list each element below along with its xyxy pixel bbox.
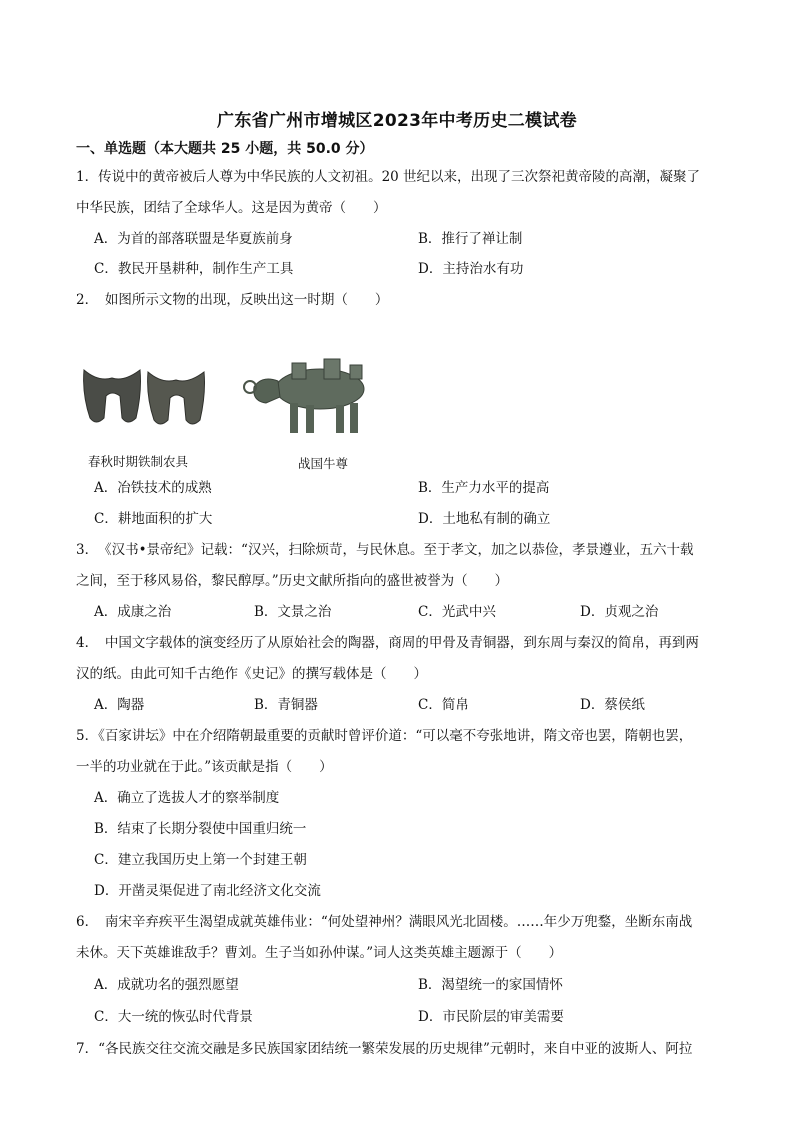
exam-title: 广东省广州市增城区2023年中考历史二模试卷	[217, 111, 577, 131]
section-heading: 一、单选题（本大题共 25 小题，共 50.0 分）	[76, 141, 374, 157]
question-4-stem-line-2: 汉的纸。由此可知千古绝作《史记》的撰写载体是（ ）	[76, 666, 427, 682]
image-caption-ox-zun: 战国牛尊	[298, 456, 349, 471]
question-1-option-c[interactable]: C．教民开垦耕种，制作生产工具	[94, 261, 294, 277]
question-5-stem-line-2: 一半的功业就在于此。”该贡献是指（ ）	[76, 759, 333, 775]
iron-farm-tools-image	[78, 360, 208, 432]
question-6-option-d[interactable]: D．市民阶层的审美需要	[418, 1009, 564, 1025]
question-4-stem-line-1: 4． 中国文字载体的演变经历了从原始社会的陶器，商周的甲骨及青铜器，到东周与秦汉的简帛，再到两	[76, 635, 699, 651]
question-2-option-b[interactable]: B．生产力水平的提高	[418, 480, 550, 496]
question-7-stem-line-1: 7．“各民族交往交流交融是多民族国家团结统一繁荣发展的历史规律”元朝时，来自中亚的波斯人、阿拉	[76, 1041, 693, 1057]
image-caption-iron-tools: 春秋时期铁制农具	[88, 454, 189, 469]
question-3-option-a[interactable]: A．成康之治	[94, 604, 172, 620]
question-3-stem-line-2: 之间，至于移风易俗，黎民醇厚。”历史文献所指向的盛世被誉为（ ）	[76, 573, 509, 589]
question-4-option-a[interactable]: A．陶器	[94, 697, 145, 713]
question-1-stem-line-1: 1．传说中的黄帝被后人尊为中华民族的人文初祖。20 世纪以来，出现了三次祭祀黄帝陵的高潮，凝聚了	[76, 169, 701, 185]
question-6-option-c[interactable]: C．大一统的恢弘时代背景	[94, 1009, 253, 1025]
warring-states-ox-zun-image	[240, 345, 380, 445]
question-4-option-b[interactable]: B．青铜器	[254, 697, 318, 713]
question-6-stem-line-1: 6． 南宋辛弃疾平生渴望成就英雄伟业：“何处望神州？满眼风光北固楼。……年少万兜鍪，坐断东南战	[76, 914, 693, 930]
question-5-option-a[interactable]: A．确立了选拔人才的察举制度	[94, 790, 280, 806]
question-2-option-d[interactable]: D．土地私有制的确立	[418, 511, 551, 527]
question-5-option-d[interactable]: D．开凿灵渠促进了南北经济文化交流	[94, 883, 321, 899]
question-3-stem-line-1: 3． 《汉书•景帝纪》记载：“汉兴，扫除烦苛，与民休息。至于孝文，加之以恭俭，孝景遵业，五六十载	[76, 542, 694, 558]
question-5-option-b[interactable]: B．结束了长期分裂使中国重归统一	[94, 821, 307, 837]
question-1-option-a[interactable]: A．为首的部落联盟是华夏族前身	[94, 231, 293, 247]
question-5-option-c[interactable]: C．建立我国历史上第一个封建王朝	[94, 852, 307, 868]
question-1-option-d[interactable]: D．主持治水有功	[418, 261, 524, 277]
question-4-option-d[interactable]: D．蔡侯纸	[580, 697, 645, 713]
question-1-option-b[interactable]: B．推行了禅让制	[418, 231, 523, 247]
question-3-option-d[interactable]: D．贞观之治	[580, 604, 659, 620]
question-4-option-c[interactable]: C．简帛	[418, 697, 469, 713]
question-3-option-c[interactable]: C．光武中兴	[418, 604, 496, 620]
question-2-stem-line-1: 2． 如图所示文物的出现，反映出这一时期（ ）	[76, 292, 389, 308]
question-2-option-a[interactable]: A．冶铁技术的成熟	[94, 480, 212, 496]
question-6-stem-line-2: 未休。天下英雄谁敌手？曹刘。生子当如孙仲谋。”词人这类英雄主题源于（ ）	[76, 945, 563, 961]
question-6-option-b[interactable]: B．渴望统一的家国情怀	[418, 977, 563, 993]
question-1-stem-line-2: 中华民族，团结了全球华人。这是因为黄帝（ ）	[76, 200, 387, 216]
question-5-stem-line-1: 5．《百家讲坛》中在介绍隋朝最重要的贡献时曾评价道：“可以毫不夸张地讲，隋文帝也罢，隋朝也罢，	[76, 728, 693, 744]
question-6-option-a[interactable]: A．成就功名的强烈愿望	[94, 977, 239, 993]
question-2-option-c[interactable]: C．耕地面积的扩大	[94, 511, 213, 527]
question-3-option-b[interactable]: B．文景之治	[254, 604, 332, 620]
